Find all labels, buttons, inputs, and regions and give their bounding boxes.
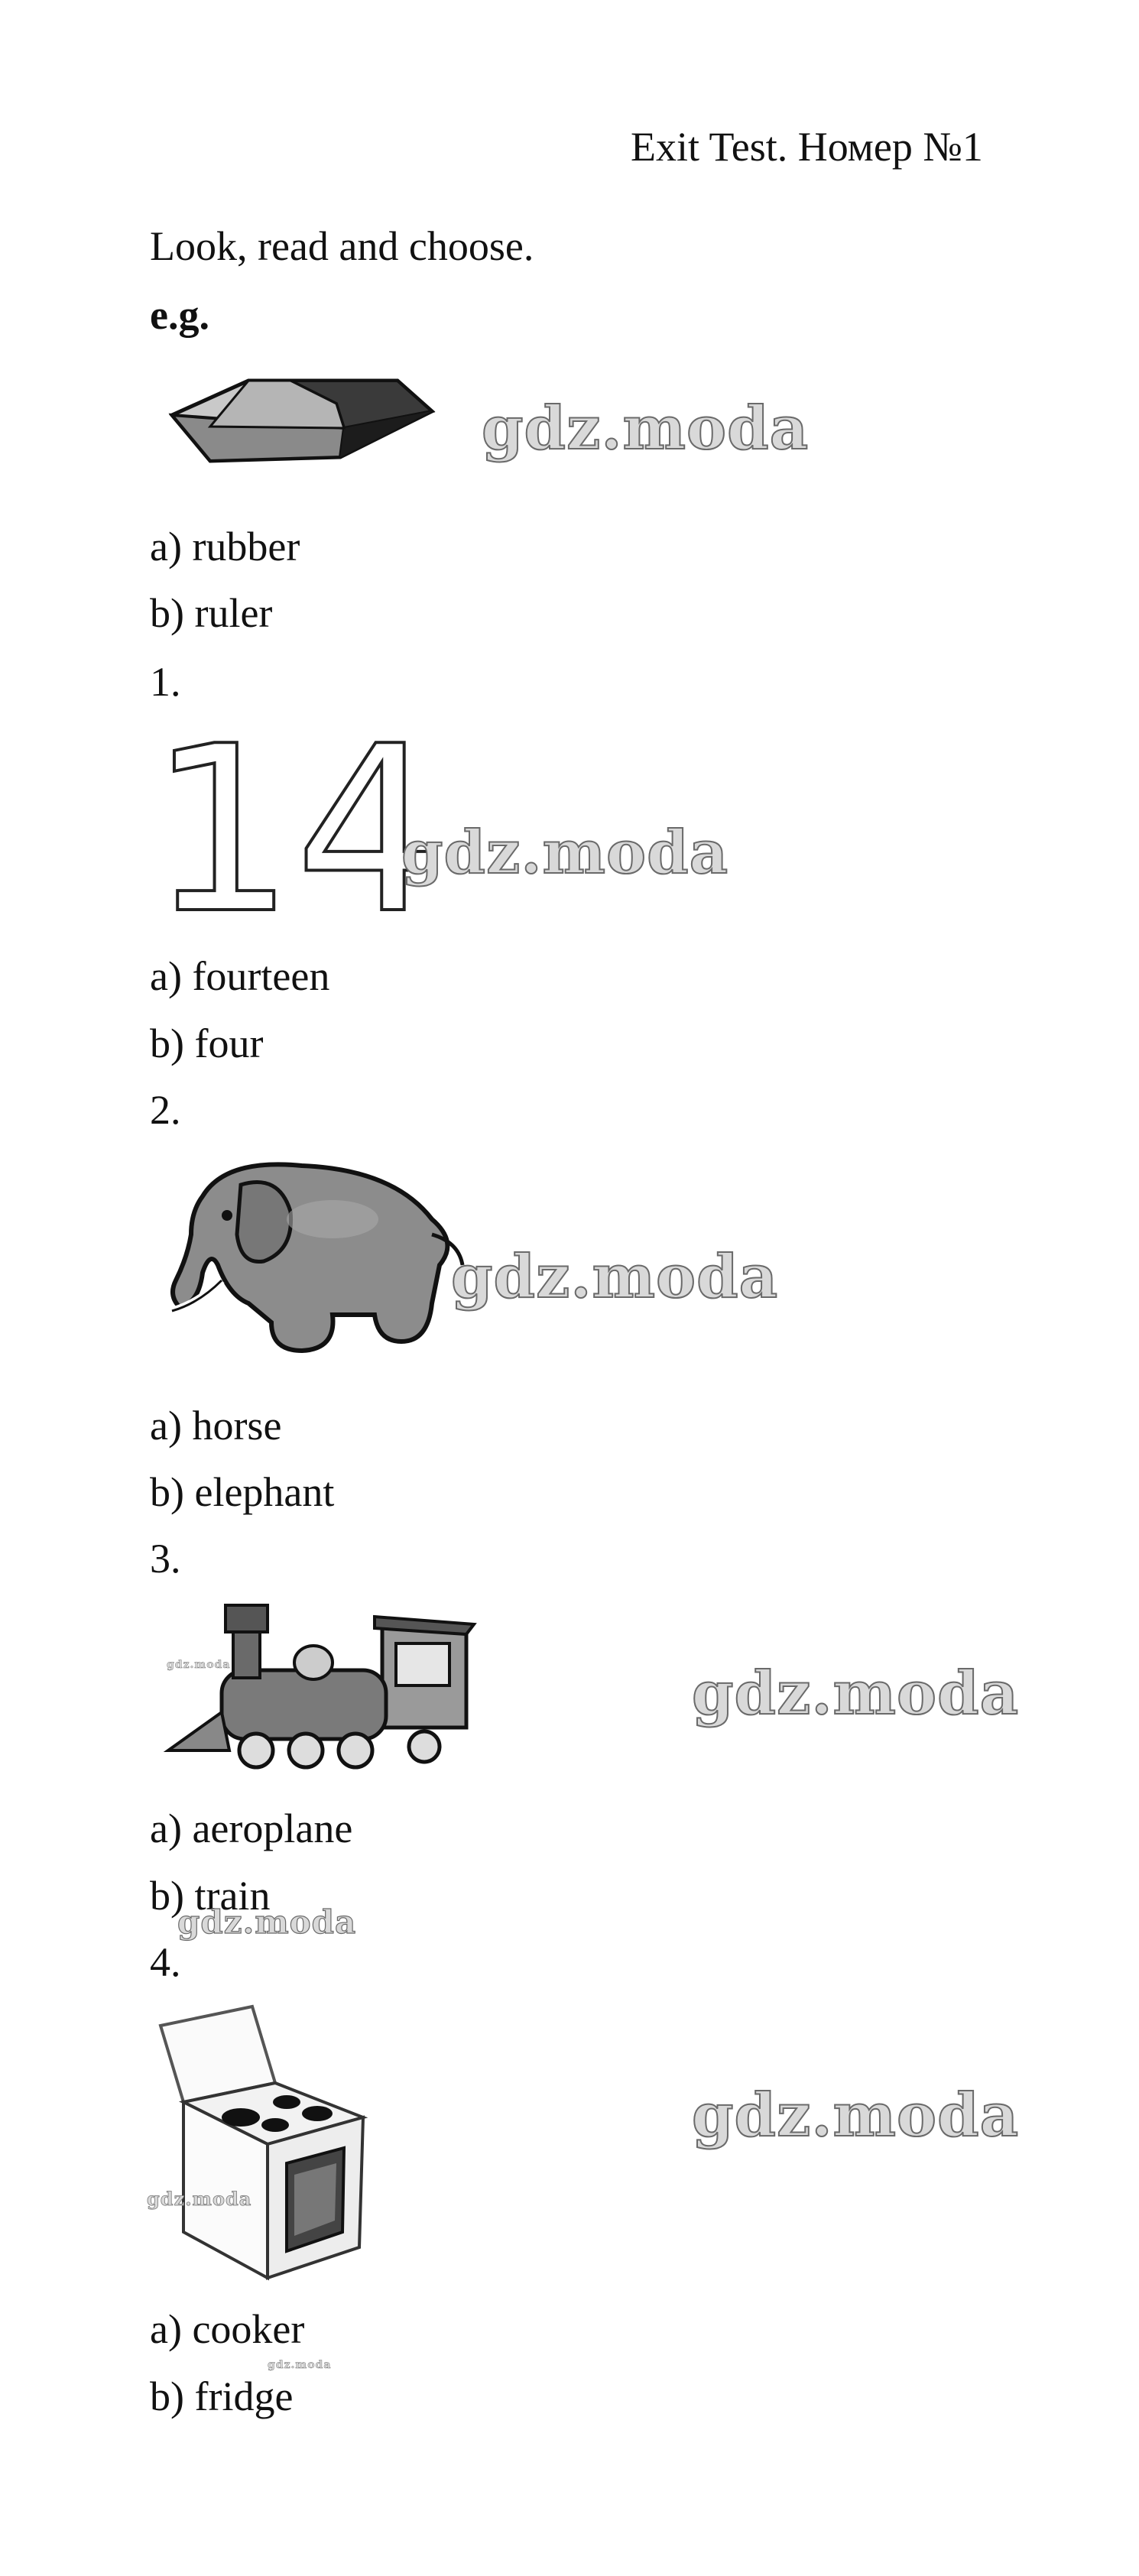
number-14-glyphs: 14 [149, 697, 441, 964]
watermark: gdz.moda [692, 2081, 1020, 2150]
item-number: 4. [150, 1939, 181, 1985]
watermark: gdz.moda [167, 1659, 231, 1671]
item-number: 1. [150, 659, 181, 705]
rubber-eraser-picture [157, 358, 501, 495]
watermark: gdz.moda [451, 1242, 779, 1312]
option-a: a) cooker [150, 2306, 305, 2352]
toy-train-picture [153, 1598, 482, 1781]
option-b: b) ruler [150, 590, 273, 636]
watermark: gdz.moda [692, 1659, 1020, 1728]
watermark: gdz.moda [177, 1903, 357, 1941]
option-a: a) horse [150, 1403, 282, 1449]
option-a: a) rubber [150, 524, 300, 569]
elephant-picture [157, 1150, 470, 1372]
watermark: gdz.moda [268, 2359, 332, 2371]
number-14-picture [149, 697, 441, 964]
option-b: b) fridge [150, 2373, 294, 2419]
watermark: gdz.moda [482, 394, 810, 463]
example-label: e.g. [150, 292, 209, 338]
item-number: 3. [150, 1536, 181, 1582]
item-number: 2. [150, 1087, 181, 1133]
cooker-picture [153, 2003, 367, 2286]
option-b: b) train [150, 1873, 271, 1919]
watermark: gdz.moda [147, 2188, 252, 2210]
option-b: b) four [150, 1020, 264, 1066]
watermark: gdz.moda [401, 818, 729, 887]
option-a: a) fourteen [150, 953, 330, 999]
instructions-text: Look, read and choose. [150, 223, 534, 269]
option-b: b) elephant [150, 1469, 335, 1515]
option-a: a) aeroplane [150, 1805, 353, 1851]
page-title: Exit Test. Номер №1 [631, 124, 983, 170]
